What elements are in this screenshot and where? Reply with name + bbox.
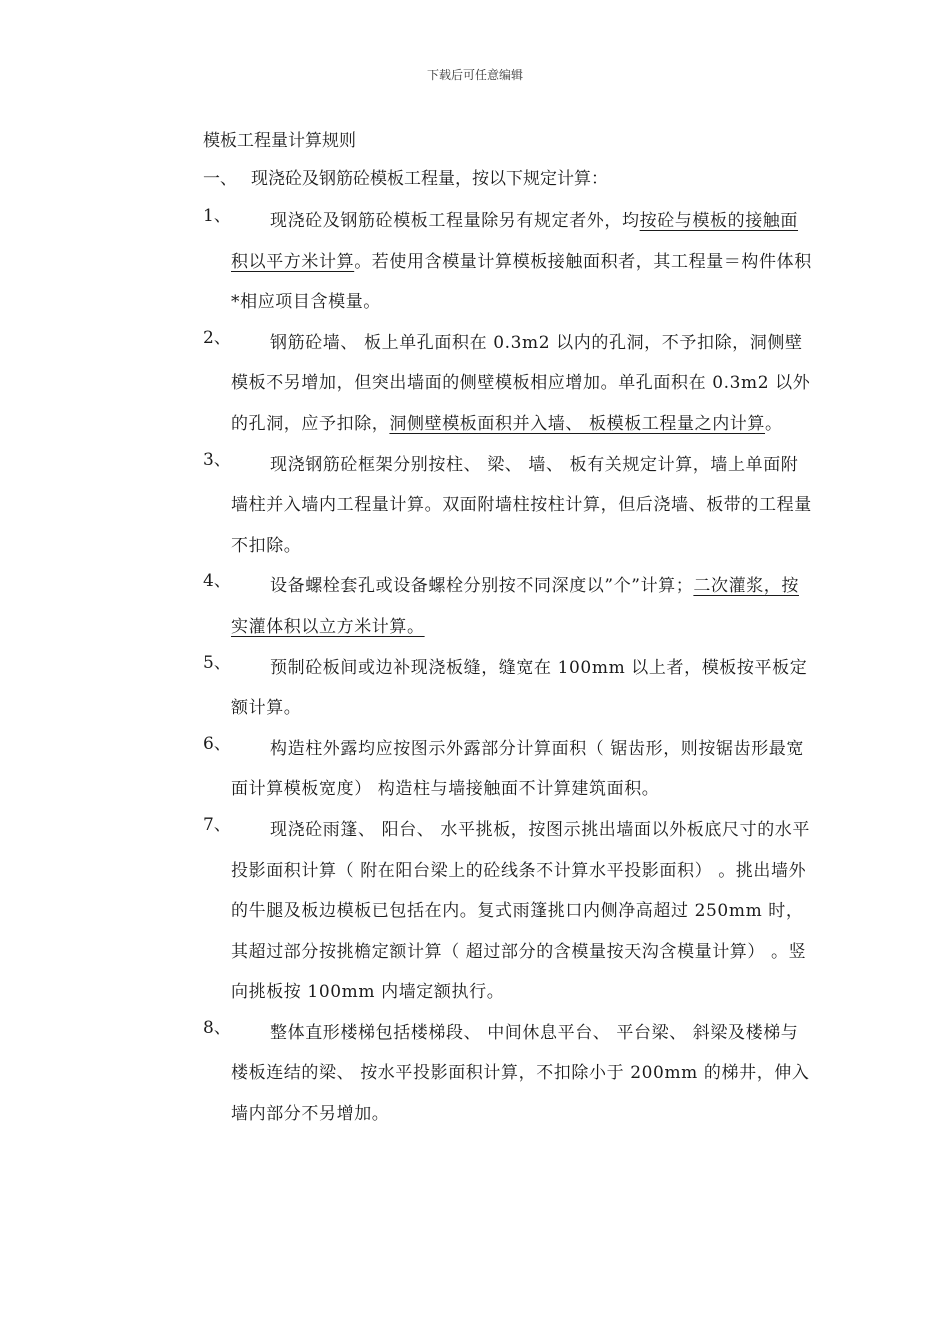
rule-number: 7、 — [203, 814, 231, 835]
underlined-text: 二次灌浆，按实灌体积以立方米计算。 — [231, 576, 799, 637]
rule-text — [231, 445, 813, 567]
rule-text — [231, 729, 813, 810]
rule-text-segment: 。若使用含模量计算模板接触面积者，其工程量＝构件体积*相应项目含模量。 — [231, 251, 812, 313]
rule-text-segment: 现浇砼及钢筋砼模板工程量除另有规定者外，均 — [270, 211, 640, 231]
page-header: 下载后可任意编辑 — [426, 68, 523, 82]
section-text: 现浇砼及钢筋砼模板工程量，按以下规定计算： — [251, 169, 608, 189]
rule-text-segment: 构造柱外露均应按图示外露部分计算面积（ 锯齿形，则按锯齿形最宽面计算模板宽度） 构造柱与墙接触面不计算建筑面积。 — [231, 738, 805, 800]
rule-text — [231, 648, 813, 729]
rule-item — [203, 648, 813, 729]
underlined-text: 按砼与模板的接触面积以平方米计算 — [231, 211, 799, 272]
rule-text-segment: 现浇砼雨篷、 阳台、 水平挑板，按图示挑出墙面以外板底尺寸的水平投影面积计算（ 附在阳台梁上的砼线条不计算水平投影面积） 。挑出墙外的牛腿及板边模板已包括在内。复式雨篷挑口内侧净高超过 250mm 时，其超过部分按挑檐定额计算（ 超过部分的含模量按天沟含模量计算） 。竖向挑板按 100mm 内墙定额执行。 — [231, 819, 811, 1003]
rule-number: 6、 — [203, 733, 231, 754]
rule-number: 8、 — [203, 1017, 231, 1038]
rule-text-segment: 整体直形楼梯包括楼梯段、 中间休息平台、 平台梁、 斜梁及楼梯与楼板连结的梁、 按水平投影面积计算，不扣除小于 200mm 的梯井，伸入墙内部分不另增加。 — [231, 1022, 810, 1125]
rule-item — [203, 201, 813, 323]
rule-number: 5、 — [203, 652, 231, 673]
document-title: 模板工程量计算规则 — [203, 131, 356, 151]
rule-item — [203, 445, 813, 567]
rule-text-segment: 预制砼板间或边补现浇板缝，缝宽在 100mm 以上者，模板按平板定额计算。 — [231, 657, 808, 719]
rule-number: 3、 — [203, 449, 231, 470]
rule-text — [231, 323, 813, 445]
rule-item — [203, 810, 813, 1013]
rule-number: 1、 — [203, 206, 231, 226]
rule-number: 4、 — [203, 571, 231, 592]
rule-item — [203, 566, 813, 647]
section-number: 一、 — [203, 169, 237, 189]
rule-text-segment: 钢筋砼墙、 板上单孔面积在 0.3m2 以内的孔洞，不予扣除，洞侧壁模板不另增加，但突出墙面的侧壁模板相应增加。单孔面积在 0.3m2 以外的孔洞，应予扣除， — [231, 332, 811, 434]
rule-text — [231, 566, 813, 647]
rule-item — [203, 729, 813, 810]
rule-text-segment: 。 — [765, 413, 783, 434]
rule-text — [231, 810, 813, 1013]
underlined-text: 洞侧壁模板面积并入墙、 板模板工程量之内计算 — [389, 413, 766, 434]
section-heading — [203, 164, 608, 189]
rule-text — [231, 1013, 813, 1135]
rule-item — [203, 1013, 813, 1135]
rule-text-segment: 现浇钢筋砼框架分别按柱、 梁、 墙、 板有关规定计算，墙上单面附墙柱并入墙内工程量计算。双面附墙柱按柱计算，但后浇墙、板带的工程量不扣除。 — [231, 454, 812, 556]
rule-number: 2、 — [203, 327, 231, 348]
rule-text-segment: 设备螺栓套孔或设备螺栓分别按不同深度以”个”计算； — [270, 576, 694, 597]
rule-text — [231, 201, 813, 323]
rules-list — [203, 201, 813, 1135]
rule-item — [203, 323, 813, 445]
